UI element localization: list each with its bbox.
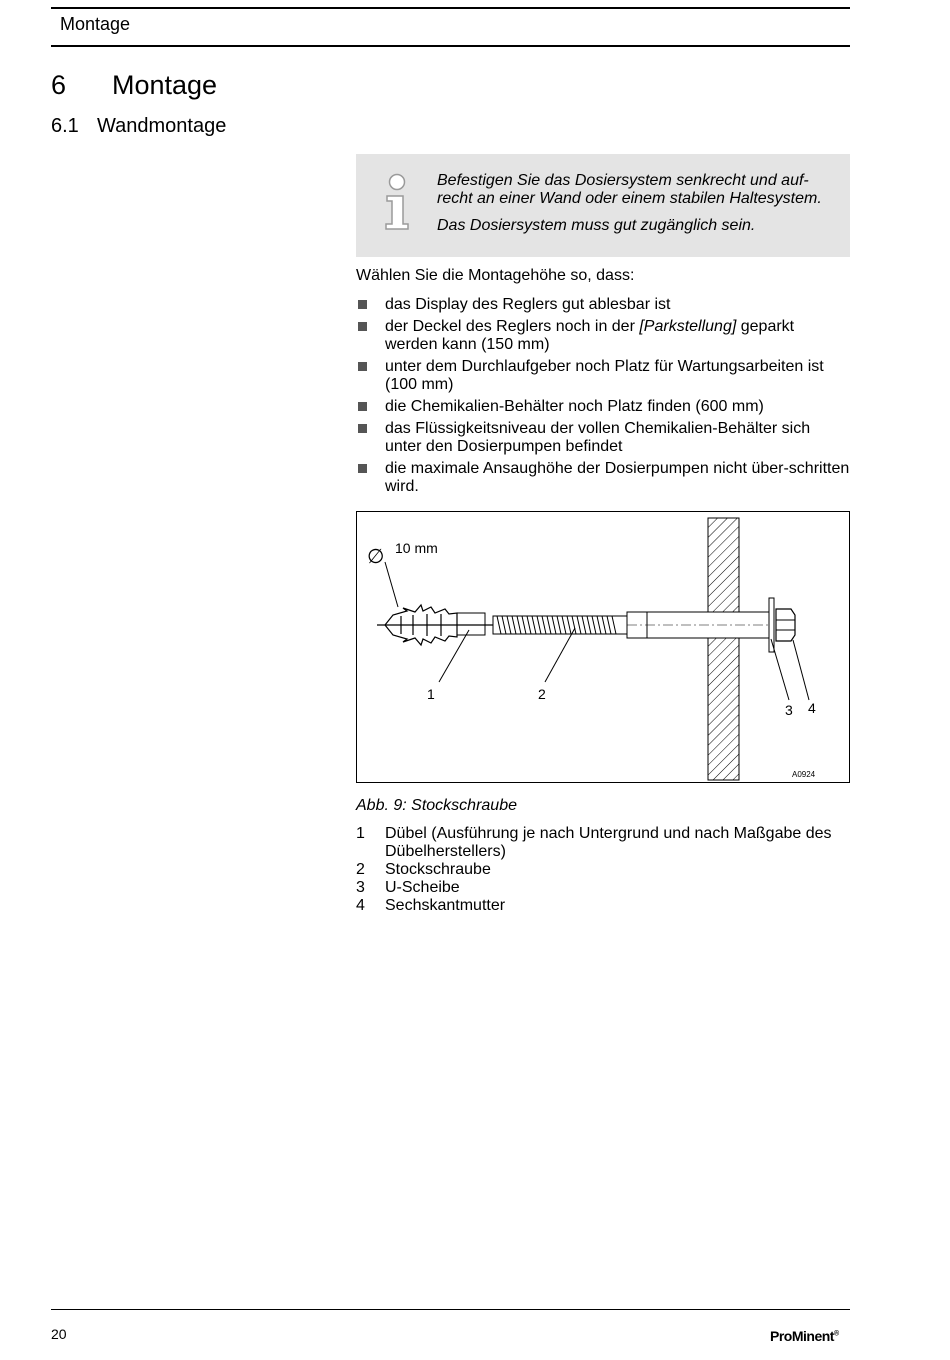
page-number: 20	[51, 1326, 67, 1342]
header-bottom-rule	[51, 45, 850, 47]
section-title: Montage	[112, 70, 218, 100]
intro-text: Wählen Sie die Montagehöhe so, dass:	[356, 267, 635, 284]
list-item: die maximale Ansaughöhe der Dosierpumpen nicht über-schritten wird.	[356, 460, 850, 496]
bullet-square-icon	[358, 402, 367, 411]
list-item: der Deckel des Reglers noch in der [Parkstellung] geparkt werden kann (150 mm)	[356, 318, 850, 354]
list-item: unter dem Durchlaufgeber noch Platz für Wartungsarbeiten ist (100 mm)	[356, 358, 850, 394]
brand-logo: ProMinent®	[770, 1328, 839, 1344]
note-line-2: Das Dosiersystem muss gut zugänglich sein.	[437, 217, 756, 234]
figure-code: A0924	[792, 770, 816, 779]
callout-1: 1	[427, 686, 435, 702]
parkstellung-term: [Parkstellung]	[639, 318, 737, 335]
bullet-square-icon	[358, 362, 367, 371]
note-line-1: Befestigen Sie das Dosiersystem senkrecht und auf-recht an einer Wand oder einem stabilen Haltesystem.	[437, 172, 822, 207]
subsection-title: Wandmontage	[97, 115, 227, 137]
bullet-square-icon	[358, 322, 367, 331]
figure-stockschraube	[356, 511, 850, 783]
legend-item: 3 U-Scheibe	[356, 879, 460, 896]
list-item: das Flüssigkeitsniveau der vollen Chemikalien-Behälter sich unter den Dosierpumpen befindet	[356, 420, 850, 456]
diameter-symbol: ∅	[367, 546, 385, 568]
legend-item: 4 Sechskantmutter	[356, 897, 506, 914]
callout-4: 4	[808, 700, 816, 716]
subsection-number: 6.1	[51, 115, 79, 137]
bullet-square-icon	[358, 464, 367, 473]
footer-rule	[51, 1309, 850, 1310]
list-item: das Display des Reglers gut ablesbar ist	[356, 296, 850, 314]
bullet-square-icon	[358, 424, 367, 433]
info-note	[356, 154, 850, 257]
info-icon	[378, 172, 418, 242]
bullet-square-icon	[358, 300, 367, 309]
legend-item: 1 Dübel (Ausführung je nach Untergrund und nach Maßgabe des Dübelherstellers)	[356, 825, 832, 860]
callout-3: 3	[785, 702, 793, 718]
figure-caption: Abb. 9: Stockschraube	[356, 797, 517, 814]
header-top-rule	[51, 7, 850, 9]
requirements-list	[356, 296, 850, 500]
diameter-label: 10 mm	[395, 540, 438, 556]
running-header: Montage	[60, 14, 131, 34]
callout-2: 2	[538, 686, 546, 702]
figure-legend	[356, 825, 856, 915]
legend-item: 2 Stockschraube	[356, 861, 491, 878]
list-item: die Chemikalien-Behälter noch Platz finden (600 mm)	[356, 398, 850, 416]
section-number: 6	[51, 70, 67, 100]
